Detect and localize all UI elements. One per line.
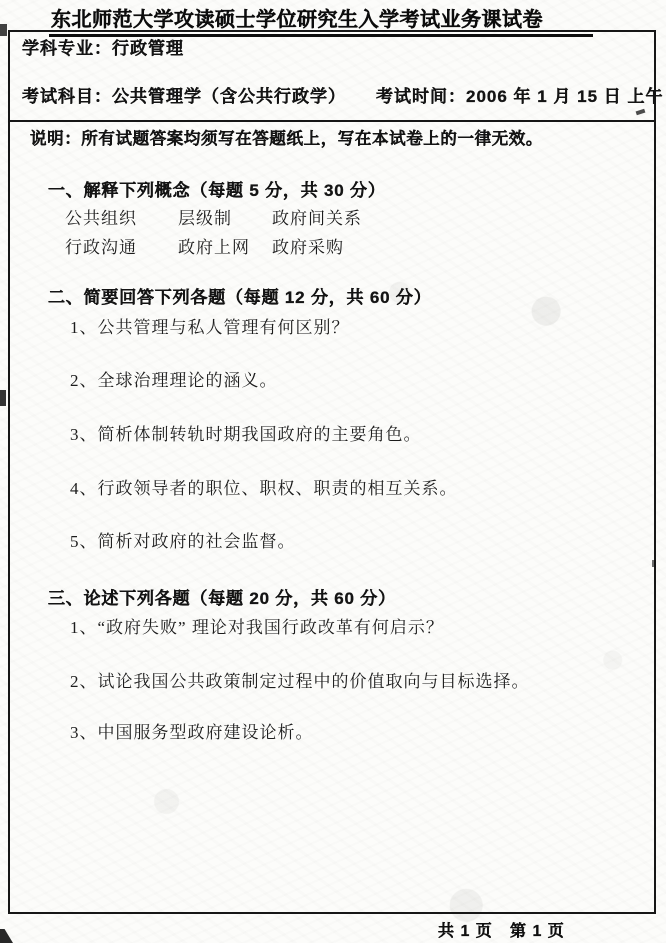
term-item: 政府上网 — [178, 238, 250, 257]
section-3-heading: 三、论述下列各题（每题 20 分，共 60 分） — [48, 589, 396, 608]
section-1-terms-row-2 — [65, 237, 344, 259]
notice-text: 说明：所有试题答案均须写在答题纸上，写在本试卷上的一律无效。 — [30, 130, 543, 148]
question-item: 3、中国服务型政府建设论析。 — [70, 723, 314, 742]
section-1-heading: 一、解释下列概念（每题 5 分，共 30 分） — [48, 181, 386, 200]
subject-label: 考试科目： — [22, 87, 112, 106]
term-item: 层级制 — [178, 209, 232, 228]
question-item: 2、试论我国公共政策制定过程中的价值取向与目标选择。 — [70, 672, 530, 691]
question-item: 5、简析对政府的社会监督。 — [70, 532, 296, 551]
footer-total-pages: 共 1 页 — [438, 923, 493, 940]
major-row — [22, 38, 184, 60]
time-row — [376, 86, 664, 108]
question-item: 1、“政府失败” 理论对我国行政改革有何启示？ — [70, 618, 444, 637]
scan-speck — [0, 929, 13, 943]
subject-row — [22, 86, 346, 108]
question-item: 4、行政领导者的职位、职权、职责的相互关系。 — [70, 479, 458, 498]
time-label: 考试时间： — [376, 87, 466, 106]
header-divider — [10, 120, 654, 122]
exam-paper-box — [8, 30, 664, 914]
scan-speck — [0, 390, 6, 406]
time-value: 2006 年 1 月 15 日 上午 — [466, 87, 664, 106]
term-item: 行政沟通 — [65, 238, 137, 257]
page-title: 东北师范大学攻读硕士学位研究生入学考试业务课试卷 — [49, 3, 593, 37]
term-item: 政府间关系 — [272, 209, 362, 228]
question-item: 1、公共管理与私人管理有何区别？ — [70, 318, 350, 337]
question-item: 2、全球治理理论的涵义。 — [70, 371, 278, 390]
question-item: 3、简析体制转轨时期我国政府的主要角色。 — [70, 425, 422, 444]
scan-speck — [652, 560, 656, 567]
section-2-heading: 二、简要回答下列各题（每题 12 分，共 60 分） — [48, 288, 432, 307]
scan-speck — [0, 24, 7, 36]
major-label: 学科专业： — [22, 39, 112, 58]
term-item: 政府采购 — [272, 238, 344, 257]
footer-current-page: 第 1 页 — [510, 923, 565, 940]
subject-value: 公共管理学（含公共行政学） — [112, 87, 346, 106]
major-value: 行政管理 — [112, 39, 184, 58]
term-item: 公共组织 — [65, 209, 137, 228]
section-1-terms-row-1 — [65, 208, 362, 230]
